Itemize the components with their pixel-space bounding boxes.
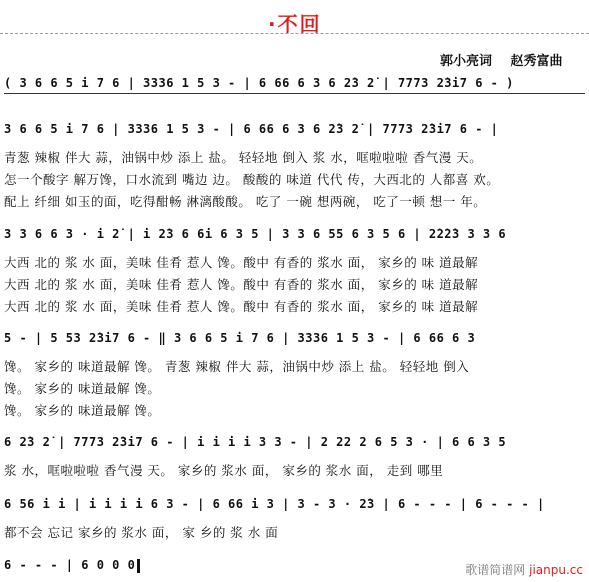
system-4-lyric-1: 浆 水，哐啦啦啦 香气漫 天。 家乡的 浆水 面， 家乡的 浆水 面， 走到 哪里 — [4, 463, 444, 478]
system-5-notes: 6 56 i i | i i i i 6 3 - | 6 66 i 3 | 3 - 3 · 2̇3 | 6 - - - | 6 - - - | — [4, 497, 545, 511]
system-6-notes — [4, 558, 204, 573]
watermark — [465, 561, 583, 578]
credits — [440, 50, 577, 69]
lyricist: 郭小亮词 — [440, 54, 493, 69]
composer: 赵秀富曲 — [510, 54, 563, 69]
final-notes: 6 - - - | 6 0 0 0 — [4, 558, 136, 572]
watermark-url: jianpu.cc — [529, 563, 583, 577]
header-divider — [0, 33, 589, 34]
system-3-lyric-3: 馋。 家乡的 味道最解 馋。 — [4, 403, 161, 418]
system-2-lyric-1: 大西 北的 浆 水 面，美味 佳肴 惹人 馋。酸中 有香的 浆水 面， 家乡的 味 道最解 — [4, 255, 479, 270]
system-2-lyric-3: 大西 北的 浆 水 面，美味 佳肴 惹人 馋。酸中 有香的 浆水 面， 家乡的 味 道最解 — [4, 299, 479, 314]
system-1-notes: 3 6 6 5 i 7 6 | 3336 1 5 3 - | 6 66 6 3 6 2̇3 2̇ | 7773 2̇3i7 6 - | — [4, 122, 499, 136]
system-3-lyric-1: 馋。 家乡的 味道最解 馋。 青葱 辣椒 伴大 蒜，油锅中炒 添上 盐。 轻轻地 倒入 — [4, 359, 470, 374]
system-2-lyric-2: 大西 北的 浆 水 面，美味 佳肴 惹人 馋。酸中 有香的 浆水 面， 家乡的 味 道最解 — [4, 277, 479, 292]
system-4-notes: 6 2̇3 2̇ | 7773 2̇3i7 6 - | i i i i 3 3 - | 2 22 2 6 5 3 · | 6 6 3 5 — [4, 435, 507, 449]
system-2-notes: 3 3 6 6 3 · i 2̇ | i 2̇3 6 6i 6 3 5 | 3 3 6 55 6 3 5 6 | 2̇2̇2̇3 3 3 6 — [4, 227, 507, 241]
system-1-lyric-3: 配上 纤细 如玉的面，吃得酣畅 淋漓酸酸。 吃了 一碗 想两碗， 吃了一顿 想一 年。 — [4, 194, 487, 209]
system-1-lyric-2: 怎一个酸字 解万馋，口水流到 嘴边 边。 酸酸的 味道 代代 传，大西北的 人都喜 欢。 — [4, 172, 500, 187]
system-3-notes: 5 - | 5 53 2̇3i7 6 - ‖ 3 6 6 5 i 7 6 | 3336 1 5 3 - | 6 66 6 3 — [4, 331, 476, 345]
intro-notes: ( 3 6 6 5 i 7 6 | 3336 1 5 3 - | 6 66 6 3 6 2̇3 2̇ | 7773 2̇3i7 6 - ) — [4, 76, 585, 94]
song-title: ·不回 — [268, 12, 322, 36]
watermark-site: 歌谱简谱网 — [465, 563, 526, 577]
final-barline — [137, 559, 140, 573]
system-1-lyric-1: 青葱 辣椒 伴大 蒜，油锅中炒 添上 盐。 轻轻地 倒入 浆 水，哐啦啦啦 香气漫 天。 — [4, 150, 483, 165]
system-5-lyric-1: 都不会 忘记 家乡的 浆水 面， 家 乡的 浆 水 面 — [4, 525, 279, 540]
system-3-lyric-2: 馋。 家乡的 味道最解 馋。 — [4, 381, 161, 396]
